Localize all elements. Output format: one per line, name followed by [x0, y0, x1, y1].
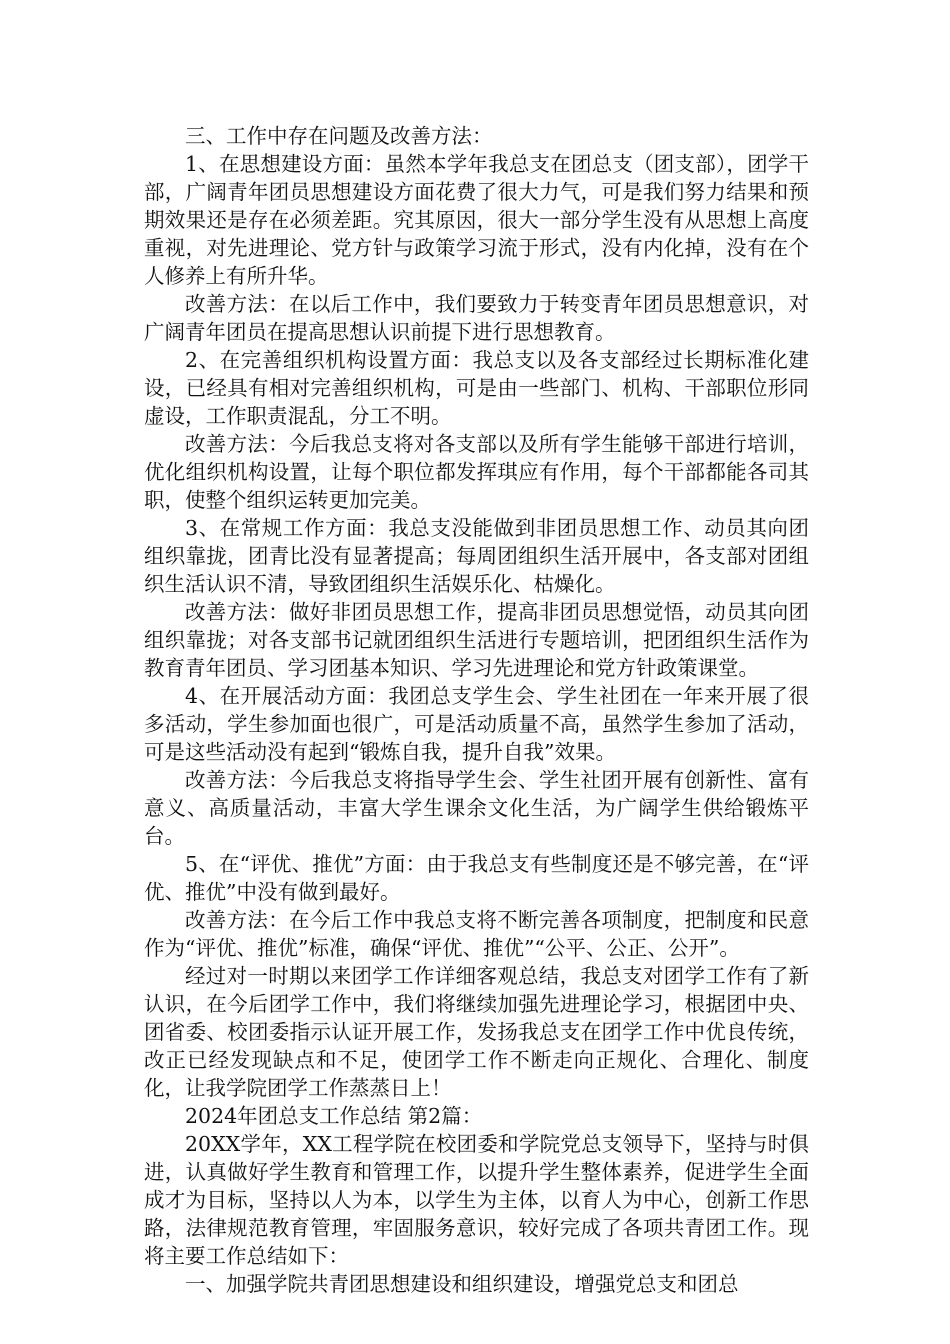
section-heading-part-2: 2024年团总支工作总结 第2篇： [185, 1104, 483, 1128]
paragraph-part-2-item-1: 一、加强学院共青团思想建设和组织建设，增强党总支和团总 [185, 1272, 739, 1296]
paragraph-part-2-intro: 20XX学年，XX工程学院在校团委和学院党总支领导下，坚持与时俱进，认真做好学生教育和管理工作，以提升学生整体素养，促进学生全面成才为目标，坚持以人为本，以学生为主体，以育人为中心，创新工作思路，法律规范教育管理，牢固服务意识，较好完成了各项共青团工作。现将主要工作总结如下： [144, 1132, 809, 1268]
section-heading-problems: 三、工作中存在问题及改善方法： [185, 124, 493, 148]
paragraph-activities-improvement: 改善方法：今后我总支将指导学生会、学生社团开展有创新性、富有意义、高质量活动，丰富大学生课余文化生活，为广阔学生供给锻炼平台。 [144, 768, 809, 848]
paragraph-evaluation: 5、在“评优、推优”方面：由于我总支有些制度还是不够完善，在“评优、推优”中没有做到最好。 [144, 852, 809, 904]
paragraph-ideology-improvement: 改善方法：在以后工作中，我们要致力于转变青年团员思想意识，对广阔青年团员在提高思想认识前提下进行思想教育。 [144, 292, 809, 344]
paragraph-organization-improvement: 改善方法：今后我总支将对各支部以及所有学生能够干部进行培训，优化组织机构设置，让每个职位都发挥琪应有作用，每个干部都能各司其职，使整个组织运转更加完美。 [144, 432, 809, 512]
document-body [144, 122, 809, 1298]
paragraph-evaluation-improvement: 改善方法：在今后工作中我总支将不断完善各项制度，把制度和民意作为“评优、推优”标准，确保“评优、推优”“公平、公正、公开”。 [144, 908, 809, 960]
paragraph-ideology: 1、在思想建设方面：虽然本学年我总支在团总支（团支部），团学干部，广阔青年团员思想建设方面花费了很大力气，可是我们努力结果和预期效果还是存在必须差距。究其原因，很大一部分学生没有从思想上高度重视，对先进理论、党方针与政策学习流于形式，没有内化掉，没有在个人修养上有所升华。 [144, 152, 809, 288]
paragraph-conclusion: 经过对一时期以来团学工作详细客观总结，我总支对团学工作有了新认识，在今后团学工作中，我们将继续加强先进理论学习，根据团中央、团省委、校团委指示认证开展工作，发扬我总支在团学工作中优良传统，改正已经发现缺点和不足，使团学工作不断走向正规化、合理化、制度化，让我学院团学工作蒸蒸日上！ [144, 964, 809, 1100]
paragraph-organization: 2、在完善组织机构设置方面：我总支以及各支部经过长期标准化建设，已经具有相对完善组织机构，可是由一些部门、机构、干部职位形同虚设，工作职责混乱，分工不明。 [144, 348, 809, 428]
paragraph-routine-work-improvement: 改善方法：做好非团员思想工作，提高非团员思想觉悟，动员其向团组织靠拢；对各支部书记就团组织生活进行专题培训，把团组织生活作为教育青年团员、学习团基本知识、学习先进理论和党方针政策课堂。 [144, 600, 809, 680]
paragraph-activities: 4、在开展活动方面：我团总支学生会、学生社团在一年来开展了很多活动，学生参加面也很广，可是活动质量不高，虽然学生参加了活动，可是这些活动没有起到“锻炼自我，提升自我”效果。 [144, 684, 809, 764]
paragraph-routine-work: 3、在常规工作方面：我总支没能做到非团员思想工作、动员其向团组织靠拢，团青比没有显著提高；每周团组织生活开展中，各支部对团组织生活认识不清，导致团组织生活娱乐化、枯燥化。 [144, 516, 809, 596]
